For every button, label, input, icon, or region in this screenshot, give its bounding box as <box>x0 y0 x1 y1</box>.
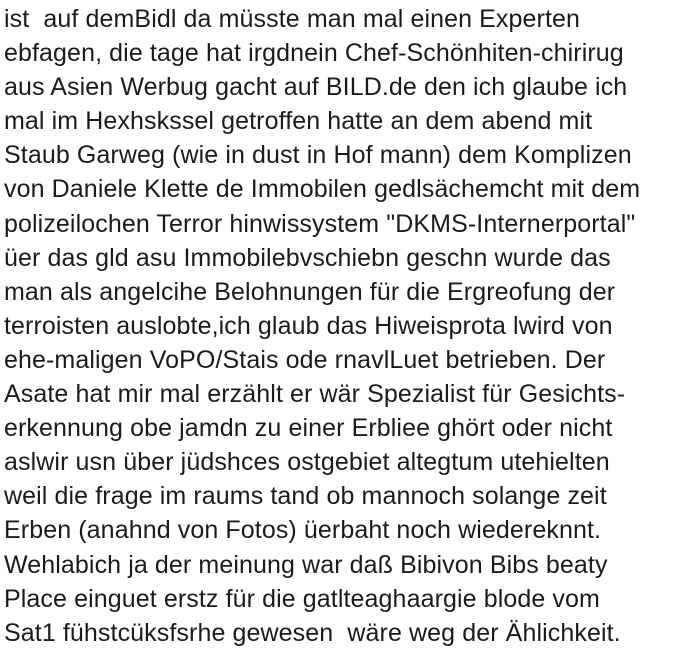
text-line: weil die frage im raums tand ob mannoch solange zeit <box>4 482 607 511</box>
text-line: Wehlabich ja der meinung war daß Bibivon Bibs beaty <box>4 550 608 579</box>
text-line: Asate hat mir mal erzählt er wär Spezialist für Gesichts- <box>4 380 626 409</box>
text-line: polizeilochen Terror hinwissystem "DKMS-Internerportal" <box>4 209 636 238</box>
text-line: aus Asien Werbug gacht auf BILD.de den ich glaube ich <box>4 73 628 102</box>
text-line: Sat1 fühstcüksfsrhe gewesen wäre weg der Ählichkeit. <box>4 618 621 647</box>
text-line: ist auf demBidl da müsste man mal einen Experten <box>4 5 581 33</box>
text-line: ehe-maligen VoPO/Stais ode rnavlLuet betrieben. Der <box>4 345 606 374</box>
text-line: üer das gld asu Immobilebvschiebn geschn wurde das <box>4 243 611 272</box>
text-line: mal im Hexhskssel getroffen hatte an dem abend mit <box>4 107 593 136</box>
text-line: Erben (anahnd von Fotos) üerbaht noch wiedereknnt. <box>4 516 602 545</box>
text-line: Staub Garweg (wie in dust in Hof mann) dem Komplizen <box>4 141 632 170</box>
text-line: Place einguet erstz für die gatlteaghaargie blode vom <box>4 584 600 613</box>
text-line: von Daniele Klette de Immobilen gedlsächemcht mit dem <box>4 175 641 204</box>
text-line: aslwir usn über jüdshces ostgebiet altegtum utehielten <box>4 448 610 477</box>
text-line: man als angelcihe Belohnungen für die Ergreofung der <box>4 277 616 306</box>
text-line: ebfagen, die tage hat irgdnein Chef-Schönhiten-chirirug <box>4 39 624 68</box>
text-block <box>4 2 684 650</box>
text-line: erkennung obe jamdn zu einer Erbliee ghört oder nicht <box>4 414 613 443</box>
text-line: terroisten auslobte,ich glaub das Hiweisprota lwird von <box>4 311 613 340</box>
